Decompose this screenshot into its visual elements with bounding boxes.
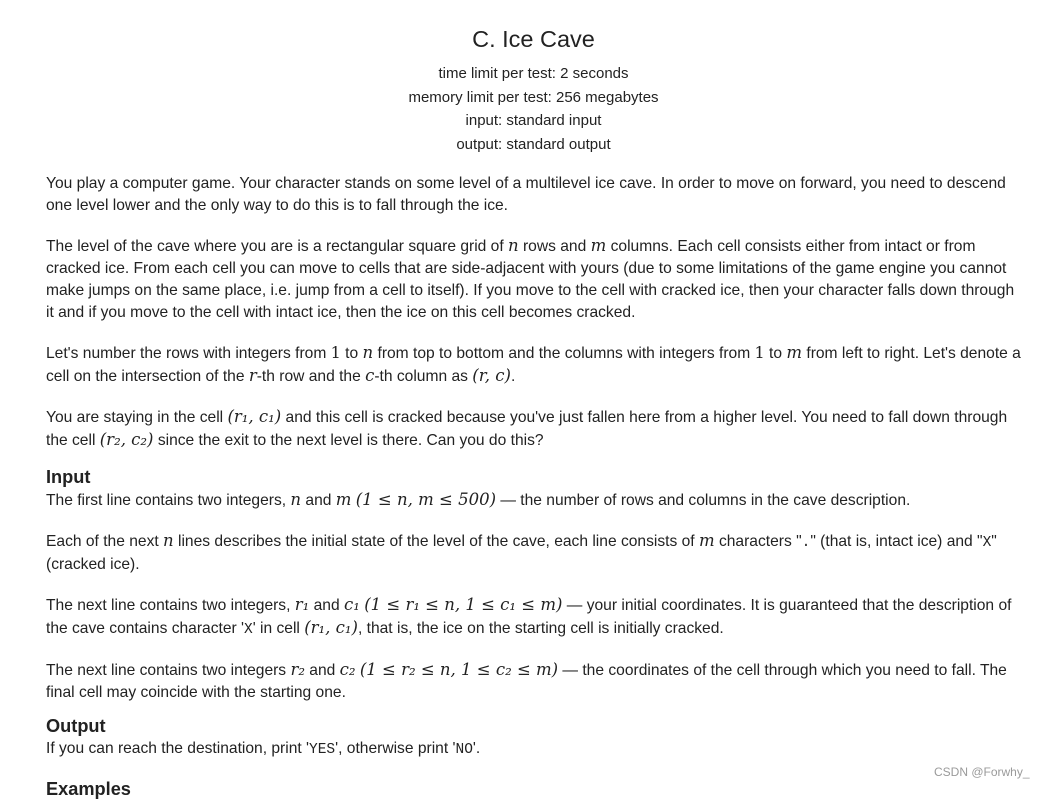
time-limit: time limit per test: 2 seconds [438,65,629,82]
problem-statement [46,173,1021,761]
text: Each of the next [46,533,164,550]
text: The first line contains two integers, [46,492,291,509]
text: The next line contains two integers [46,662,291,679]
math-m: m [590,236,607,255]
math-r: r [248,366,257,385]
code-yes: YES [309,742,336,758]
math-r1c1: (r₁, c₁) [227,407,282,426]
math-constraint: (1 ≤ r₂ ≤ n, 1 ≤ c₂ ≤ m) [359,660,559,679]
text: since the exit to the next level is there. Can you do this? [153,432,544,449]
math-one: 1 [754,343,765,362]
text: and this cell is cracked because you've just fallen here from a higher level. You need to fall down through the cell [46,409,1008,449]
problem-limits [46,62,1021,156]
math-one: 1 [330,343,341,362]
text: — the number of rows and columns in the cave description. [496,492,911,509]
text: and [301,492,336,509]
text: and [309,597,344,614]
math-c2: c₂ [339,660,356,679]
statement-paragraph-3 [46,342,1021,388]
statement-paragraph-2 [46,235,1021,324]
text: , that is, the ice on the starting cell is initially cracked. [357,620,724,637]
problem-page [46,0,1021,779]
text: to [340,345,363,362]
math-r2c2: (r₂, c₂) [99,430,154,449]
math-r1: r₁ [294,595,310,614]
text: lines describes the initial state of the level of the cave, each line consists of [173,533,699,550]
statement-paragraph-4 [46,406,1021,452]
memory-limit: memory limit per test: 256 megabytes [408,88,659,106]
text: The level of the cave where you are is a rectangular square grid of [46,238,509,255]
math-n: n [163,531,174,550]
examples-heading: Examples [46,779,131,799]
code-x: X [244,622,253,638]
output-heading: Output [46,716,106,736]
math-n: n [290,490,302,509]
input-heading: Input [46,467,91,487]
output-paragraph-1 [46,738,1021,761]
input-paragraph-1 [46,489,1021,512]
math-constraint: (1 ≤ n, m ≤ 500) [355,490,497,509]
math-m: m [698,531,715,550]
code-dot: . [801,535,811,551]
math-r1c1: (r₁, c₁) [304,618,358,637]
text: Let's number the rows with integers from [46,345,331,362]
text: " (cracked ice). [46,533,997,573]
math-n: n [508,236,519,255]
text: from left to right. Let's denote a cell on the intersection of the [46,345,1021,385]
text: columns. Each cell consists either from intact or from cracked ice. From each cell you can move to cells that are side-adjacent with yours (due to some limitations of the game engine you cannot make jumps on the same place, i.e. jump from a cell to itself). If you move to the cell with cracked ice, then your character falls down through it and if you move to the cell with intact ice, then the ice on this cell becomes cracked. [46,238,1015,321]
text: ' in cell [252,620,305,637]
math-n: n [362,343,374,362]
math-m: m [335,490,352,509]
math-r2: r₂ [290,660,305,679]
text: -th row and the [256,368,366,385]
input-paragraph-4 [46,659,1021,704]
input-paragraph-3 [46,594,1021,641]
text: The next line contains two integers, [46,597,295,614]
text: If you can reach the destination, print ' [46,740,310,757]
text: " (that is, intact ice) and " [810,533,983,550]
statement-paragraph-1: You play a computer game. Your character stands on some level of a multilevel ice cave. In order to move on forward, you need to descend one level lower and the only way to do this is to fall through the ice. [46,175,1006,214]
text: -th column as [374,368,473,385]
text: You are staying in the cell [46,409,228,426]
text: to [764,345,787,362]
math-constraint: (1 ≤ r₁ ≤ n, 1 ≤ c₁ ≤ m) [364,595,563,614]
input-paragraph-2 [46,530,1021,576]
problem-title: C. Ice Cave [472,26,595,52]
math-c1: c₁ [343,595,360,614]
text: from top to bottom and the columns with integers from [373,345,755,362]
text: and [304,662,340,679]
watermark: CSDN @Forwhy_ [934,765,1030,779]
text: . [510,368,516,385]
text: characters " [714,533,802,550]
text: — the coordinates of the cell through which you need to fall. The final cell may coincide with the starting one. [46,662,1007,701]
text: '. [472,740,481,757]
text: ', otherwise print ' [335,740,456,757]
problem-header [46,0,1021,156]
input-file: input: standard input [465,112,602,129]
text: — your initial coordinates. It is guaranteed that the description of the cave contains character ' [46,597,1012,637]
math-m: m [786,343,803,362]
code-no: NO [455,742,473,758]
math-rc: (r, c) [472,366,511,385]
math-c: c [365,366,375,385]
output-file: output: standard output [456,135,611,153]
text: rows and [518,238,591,255]
code-x: X [982,535,992,551]
